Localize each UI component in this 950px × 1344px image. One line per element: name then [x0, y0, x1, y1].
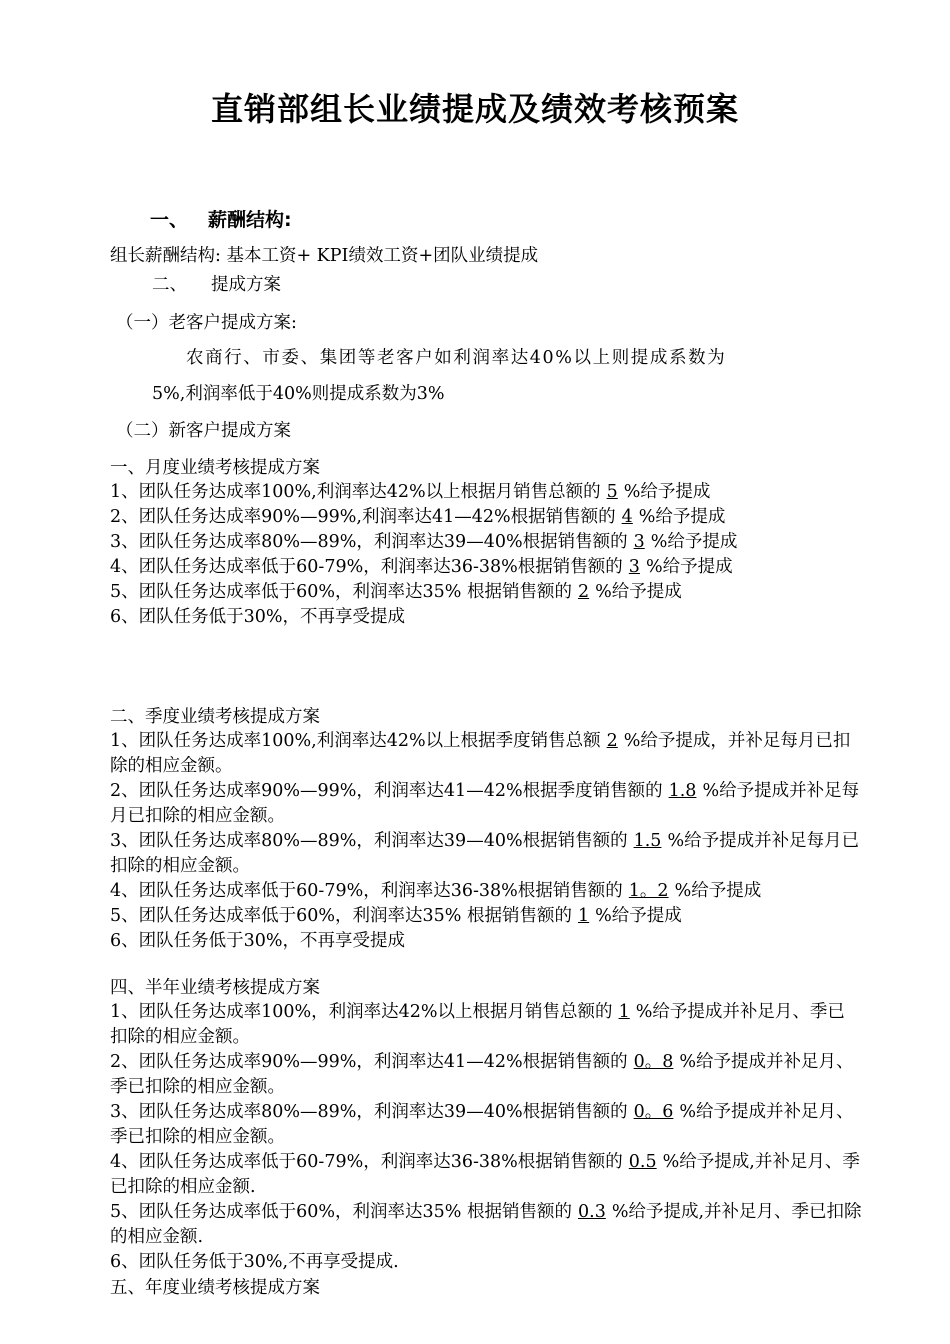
- item-condition: 1、团队任务达成率100%,利润率达42%以上根据季度销售总额: [110, 731, 601, 751]
- item-condition: 3、团队任务达成率80%—89%，利润率达39—40%根据销售额的: [110, 532, 628, 552]
- item-result: %给予提成,并补足月、季已扣除的相应金额.: [110, 1202, 862, 1247]
- commission-rate-value: 1。2: [628, 881, 669, 901]
- new-customer-heading: （二）新客户提成方案: [116, 421, 291, 441]
- commission-item: [110, 580, 862, 605]
- commission-rate-value: 2: [578, 582, 590, 602]
- salary-structure-text: 组长薪酬结构: 基本工资+ KPI绩效工资+团队业绩提成: [110, 246, 539, 266]
- commission-item: [110, 929, 862, 954]
- item-result: %给予提成并补足月、季已扣除的相应金额。: [110, 1052, 854, 1097]
- item-condition: 2、团队任务达成率90%—99%,利润率达41—42%根据销售额的: [110, 507, 616, 527]
- commission-rate-value: 0.3: [578, 1202, 606, 1222]
- document-title: 直销部组长业绩提成及绩效考核预案: [210, 90, 739, 128]
- item-condition: 6、团队任务低于30%,不再享受提成.: [110, 1252, 399, 1272]
- item-result: %给予提成: [595, 582, 682, 602]
- commission-item: [110, 879, 862, 904]
- commission-list-half-year: [110, 1000, 862, 1275]
- commission-item: [110, 729, 862, 779]
- section-label: 提成方案: [211, 275, 281, 295]
- section-heading-commission: [152, 272, 281, 298]
- commission-rate-value: 1.8: [668, 781, 697, 801]
- commission-item: [110, 1100, 862, 1150]
- commission-item: [110, 1000, 862, 1050]
- item-condition: 6、团队任务低于30%，不再享受提成: [110, 931, 406, 951]
- item-condition: 6、团队任务低于30%，不再享受提成: [110, 607, 406, 627]
- section-label: 薪酬结构:: [208, 209, 292, 231]
- commission-rate-value: 2: [606, 731, 618, 751]
- commission-rate-value: 0。6: [633, 1102, 674, 1122]
- commission-item: [110, 779, 862, 829]
- commission-item: [110, 1200, 862, 1250]
- item-result: %给予提成并补足月、季已扣除的相应金额。: [110, 1102, 854, 1147]
- item-result: %给予提成: [674, 881, 762, 901]
- item-condition: 4、团队任务达成率低于60-79%，利润率达36-38%根据销售额的: [110, 1152, 623, 1172]
- old-customer-line-2: 5%,利润率低于40%则提成系数为3%: [152, 384, 445, 404]
- item-result: %给予提成并补足每月已扣除的相应金额。: [110, 831, 860, 876]
- monthly-heading: 一、月度业绩考核提成方案: [110, 458, 320, 478]
- commission-rate-value: 0。8: [633, 1052, 674, 1072]
- commission-item: [110, 1150, 862, 1200]
- item-condition: 2、团队任务达成率90%—99%，利润率达41—42%根据季度销售额的: [110, 781, 663, 801]
- commission-list-quarterly: [110, 729, 862, 954]
- item-condition: 4、团队任务达成率低于60-79%，利润率达36-38%根据销售额的: [110, 557, 623, 577]
- section-heading-salary: [150, 205, 292, 232]
- commission-item: [110, 605, 862, 630]
- commission-rate-value: 0.5: [628, 1152, 657, 1172]
- commission-item: [110, 505, 862, 530]
- commission-list-monthly: [110, 480, 862, 630]
- item-condition: 3、团队任务达成率80%—89%，利润率达39—40%根据销售额的: [110, 1102, 628, 1122]
- item-result: %给予提成并补足每月已扣除的相应金额。: [110, 781, 860, 826]
- commission-item: [110, 829, 862, 879]
- commission-rate-value: 4: [621, 507, 633, 527]
- item-condition: 2、团队任务达成率90%—99%，利润率达41—42%根据销售额的: [110, 1052, 628, 1072]
- commission-item: [110, 1250, 862, 1275]
- commission-rate-value: 5: [606, 482, 618, 502]
- item-result: %给予提成: [650, 532, 738, 552]
- old-customer-line-1: 农商行、市委、集团等老客户如利润率达40%以上则提成系数为: [186, 348, 727, 368]
- item-result: %给予提成: [638, 507, 726, 527]
- commission-item: [110, 904, 862, 929]
- item-condition: 1、团队任务达成率100%,利润率达42%以上根据月销售总额的: [110, 482, 601, 502]
- item-condition: 5、团队任务达成率低于60%，利润率达35% 根据销售额的: [110, 582, 572, 602]
- half-year-heading: 四、半年业绩考核提成方案: [110, 978, 320, 998]
- commission-rate-value: 3: [633, 532, 645, 552]
- commission-rate-value: 1: [618, 1002, 630, 1022]
- annual-heading: 五、年度业绩考核提成方案: [110, 1278, 320, 1298]
- section-number: 一、: [150, 209, 189, 231]
- item-result: %给予提成,并补足月、季已扣除的相应金额.: [110, 1152, 860, 1197]
- item-result: %给予提成: [595, 906, 682, 926]
- section-number: 二、: [152, 275, 187, 295]
- commission-item: [110, 480, 862, 505]
- item-condition: 1、团队任务达成率100%，利润率达42%以上根据月销售总额的: [110, 1002, 613, 1022]
- commission-rate-value: 1: [578, 906, 590, 926]
- item-result: %给予提成: [645, 557, 733, 577]
- commission-rate-value: 1.5: [633, 831, 662, 851]
- item-condition: 5、团队任务达成率低于60%，利润率达35% 根据销售额的: [110, 906, 572, 926]
- item-result: %给予提成并补足月、季已扣除的相应金额。: [110, 1002, 845, 1047]
- item-result: %给予提成，并补足每月已扣除的相应金额。: [110, 731, 851, 776]
- commission-rate-value: 3: [628, 557, 640, 577]
- quarterly-heading: 二、季度业绩考核提成方案: [110, 707, 320, 727]
- item-condition: 3、团队任务达成率80%—89%，利润率达39—40%根据销售额的: [110, 831, 628, 851]
- item-condition: 5、团队任务达成率低于60%，利润率达35% 根据销售额的: [110, 1202, 572, 1222]
- item-result: %给予提成: [623, 482, 711, 502]
- commission-item: [110, 530, 862, 555]
- item-condition: 4、团队任务达成率低于60-79%，利润率达36-38%根据销售额的: [110, 881, 623, 901]
- old-customer-heading: （一）老客户提成方案:: [116, 313, 297, 333]
- commission-item: [110, 1050, 862, 1100]
- commission-item: [110, 555, 862, 580]
